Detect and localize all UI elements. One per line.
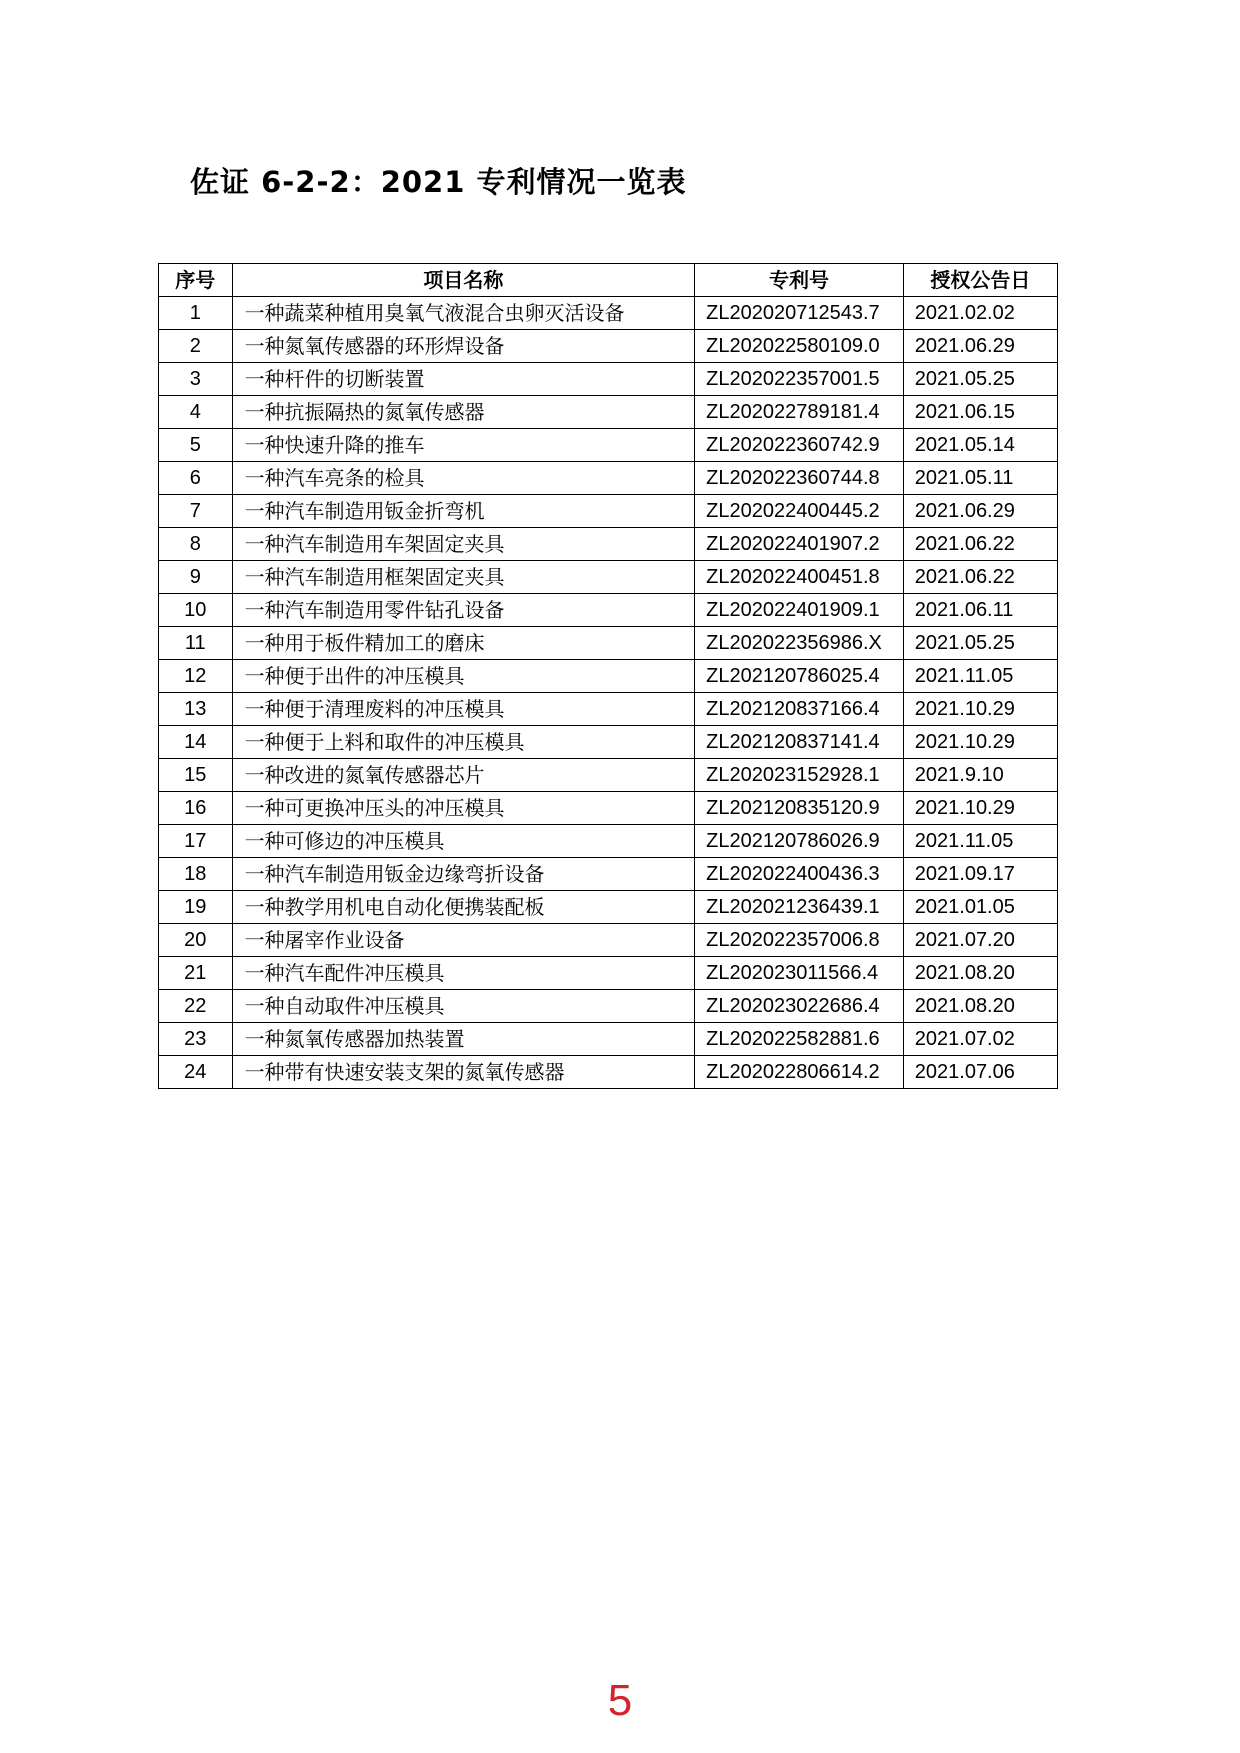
cell-grant-date: 2021.08.20	[903, 990, 1057, 1023]
table-row	[159, 396, 1058, 429]
cell-grant-date: 2021.11.05	[903, 825, 1057, 858]
cell-grant-date: 2021.10.29	[903, 726, 1057, 759]
table-row	[159, 693, 1058, 726]
cell-grant-date: 2021.06.22	[903, 528, 1057, 561]
cell-name: 一种汽车制造用钣金边缘弯折设备	[232, 858, 695, 891]
cell-patent-no: ZL202022357006.8	[695, 924, 904, 957]
cell-name: 一种汽车制造用钣金折弯机	[232, 495, 695, 528]
cell-patent-no: ZL202022360744.8	[695, 462, 904, 495]
cell-seq: 1	[159, 297, 233, 330]
cell-name: 一种用于板件精加工的磨床	[232, 627, 695, 660]
cell-patent-no: ZL202120835120.9	[695, 792, 904, 825]
table-row	[159, 495, 1058, 528]
cell-seq: 20	[159, 924, 233, 957]
table-row	[159, 627, 1058, 660]
cell-name: 一种蔬菜种植用臭氧气液混合虫卵灭活设备	[232, 297, 695, 330]
table-row	[159, 660, 1058, 693]
cell-name: 一种汽车配件冲压模具	[232, 957, 695, 990]
cell-seq: 7	[159, 495, 233, 528]
cell-patent-no: ZL202022806614.2	[695, 1056, 904, 1089]
cell-name: 一种氮氧传感器的环形焊设备	[232, 330, 695, 363]
cell-grant-date: 2021.08.20	[903, 957, 1057, 990]
table-row	[159, 1056, 1058, 1089]
cell-seq: 16	[159, 792, 233, 825]
cell-patent-no: ZL202022400436.3	[695, 858, 904, 891]
cell-name: 一种汽车制造用零件钻孔设备	[232, 594, 695, 627]
cell-seq: 24	[159, 1056, 233, 1089]
cell-name: 一种氮氧传感器加热装置	[232, 1023, 695, 1056]
header-grant-date: 授权公告日	[903, 264, 1057, 297]
table-row	[159, 462, 1058, 495]
cell-name: 一种教学用机电自动化便携装配板	[232, 891, 695, 924]
cell-grant-date: 2021.06.22	[903, 561, 1057, 594]
cell-seq: 10	[159, 594, 233, 627]
cell-grant-date: 2021.05.11	[903, 462, 1057, 495]
cell-grant-date: 2021.06.29	[903, 495, 1057, 528]
cell-patent-no: ZL202022789181.4	[695, 396, 904, 429]
cell-patent-no: ZL202022401909.1	[695, 594, 904, 627]
table-row	[159, 858, 1058, 891]
cell-seq: 6	[159, 462, 233, 495]
patent-table	[158, 263, 1058, 1089]
cell-seq: 21	[159, 957, 233, 990]
cell-patent-no: ZL202120837166.4	[695, 693, 904, 726]
cell-grant-date: 2021.01.05	[903, 891, 1057, 924]
cell-seq: 18	[159, 858, 233, 891]
cell-name: 一种便于清理废料的冲压模具	[232, 693, 695, 726]
cell-grant-date: 2021.11.05	[903, 660, 1057, 693]
cell-grant-date: 2021.06.29	[903, 330, 1057, 363]
cell-name: 一种便于上料和取件的冲压模具	[232, 726, 695, 759]
table-row	[159, 825, 1058, 858]
cell-grant-date: 2021.02.02	[903, 297, 1057, 330]
table-row	[159, 528, 1058, 561]
cell-seq: 5	[159, 429, 233, 462]
cell-seq: 19	[159, 891, 233, 924]
cell-grant-date: 2021.05.25	[903, 627, 1057, 660]
table-row	[159, 561, 1058, 594]
table-row	[159, 891, 1058, 924]
cell-name: 一种可修边的冲压模具	[232, 825, 695, 858]
cell-seq: 15	[159, 759, 233, 792]
cell-patent-no: ZL202120786025.4	[695, 660, 904, 693]
cell-patent-no: ZL202023022686.4	[695, 990, 904, 1023]
table-row	[159, 957, 1058, 990]
table-row	[159, 330, 1058, 363]
cell-patent-no: ZL202022580109.0	[695, 330, 904, 363]
table-row	[159, 363, 1058, 396]
cell-name: 一种改进的氮氧传感器芯片	[232, 759, 695, 792]
cell-name: 一种便于出件的冲压模具	[232, 660, 695, 693]
cell-seq: 14	[159, 726, 233, 759]
cell-grant-date: 2021.07.02	[903, 1023, 1057, 1056]
table-body	[159, 297, 1058, 1089]
cell-grant-date: 2021.07.06	[903, 1056, 1057, 1089]
cell-seq: 9	[159, 561, 233, 594]
page-title: 佐证 6-2-2：2021 专利情况一览表	[190, 165, 687, 199]
table-header-row	[159, 264, 1058, 297]
table-row	[159, 297, 1058, 330]
cell-grant-date: 2021.10.29	[903, 792, 1057, 825]
cell-seq: 11	[159, 627, 233, 660]
cell-name: 一种汽车制造用框架固定夹具	[232, 561, 695, 594]
cell-name: 一种汽车亮条的检具	[232, 462, 695, 495]
cell-grant-date: 2021.05.14	[903, 429, 1057, 462]
cell-patent-no: ZL202023011566.4	[695, 957, 904, 990]
cell-grant-date: 2021.06.11	[903, 594, 1057, 627]
cell-seq: 8	[159, 528, 233, 561]
cell-patent-no: ZL202023152928.1	[695, 759, 904, 792]
cell-grant-date: 2021.10.29	[903, 693, 1057, 726]
table-row	[159, 726, 1058, 759]
table-row	[159, 759, 1058, 792]
table-row	[159, 792, 1058, 825]
cell-grant-date: 2021.9.10	[903, 759, 1057, 792]
table-row	[159, 594, 1058, 627]
cell-name: 一种抗振隔热的氮氧传感器	[232, 396, 695, 429]
cell-name: 一种自动取件冲压模具	[232, 990, 695, 1023]
cell-name: 一种带有快速安装支架的氮氧传感器	[232, 1056, 695, 1089]
cell-patent-no: ZL202022356986.X	[695, 627, 904, 660]
cell-grant-date: 2021.09.17	[903, 858, 1057, 891]
cell-seq: 2	[159, 330, 233, 363]
cell-name: 一种杆件的切断装置	[232, 363, 695, 396]
cell-seq: 4	[159, 396, 233, 429]
table-row	[159, 990, 1058, 1023]
cell-seq: 17	[159, 825, 233, 858]
cell-patent-no: ZL202120786026.9	[695, 825, 904, 858]
cell-seq: 22	[159, 990, 233, 1023]
table-row	[159, 1023, 1058, 1056]
cell-patent-no: ZL202022400451.8	[695, 561, 904, 594]
cell-patent-no: ZL202022401907.2	[695, 528, 904, 561]
cell-name: 一种快速升降的推车	[232, 429, 695, 462]
cell-seq: 3	[159, 363, 233, 396]
cell-name: 一种可更换冲压头的冲压模具	[232, 792, 695, 825]
page-number: 5	[607, 1676, 633, 1725]
cell-seq: 23	[159, 1023, 233, 1056]
cell-patent-no: ZL202022400445.2	[695, 495, 904, 528]
table-row	[159, 429, 1058, 462]
cell-patent-no: ZL202022360742.9	[695, 429, 904, 462]
header-patent-no: 专利号	[695, 264, 904, 297]
cell-name: 一种汽车制造用车架固定夹具	[232, 528, 695, 561]
cell-grant-date: 2021.06.15	[903, 396, 1057, 429]
cell-seq: 12	[159, 660, 233, 693]
header-seq: 序号	[159, 264, 233, 297]
cell-patent-no: ZL202021236439.1	[695, 891, 904, 924]
cell-patent-no: ZL202022357001.5	[695, 363, 904, 396]
cell-grant-date: 2021.07.20	[903, 924, 1057, 957]
table-row	[159, 924, 1058, 957]
cell-grant-date: 2021.05.25	[903, 363, 1057, 396]
cell-patent-no: ZL202120837141.4	[695, 726, 904, 759]
cell-patent-no: ZL202022582881.6	[695, 1023, 904, 1056]
header-name: 项目名称	[232, 264, 695, 297]
cell-name: 一种屠宰作业设备	[232, 924, 695, 957]
cell-seq: 13	[159, 693, 233, 726]
cell-patent-no: ZL202020712543.7	[695, 297, 904, 330]
